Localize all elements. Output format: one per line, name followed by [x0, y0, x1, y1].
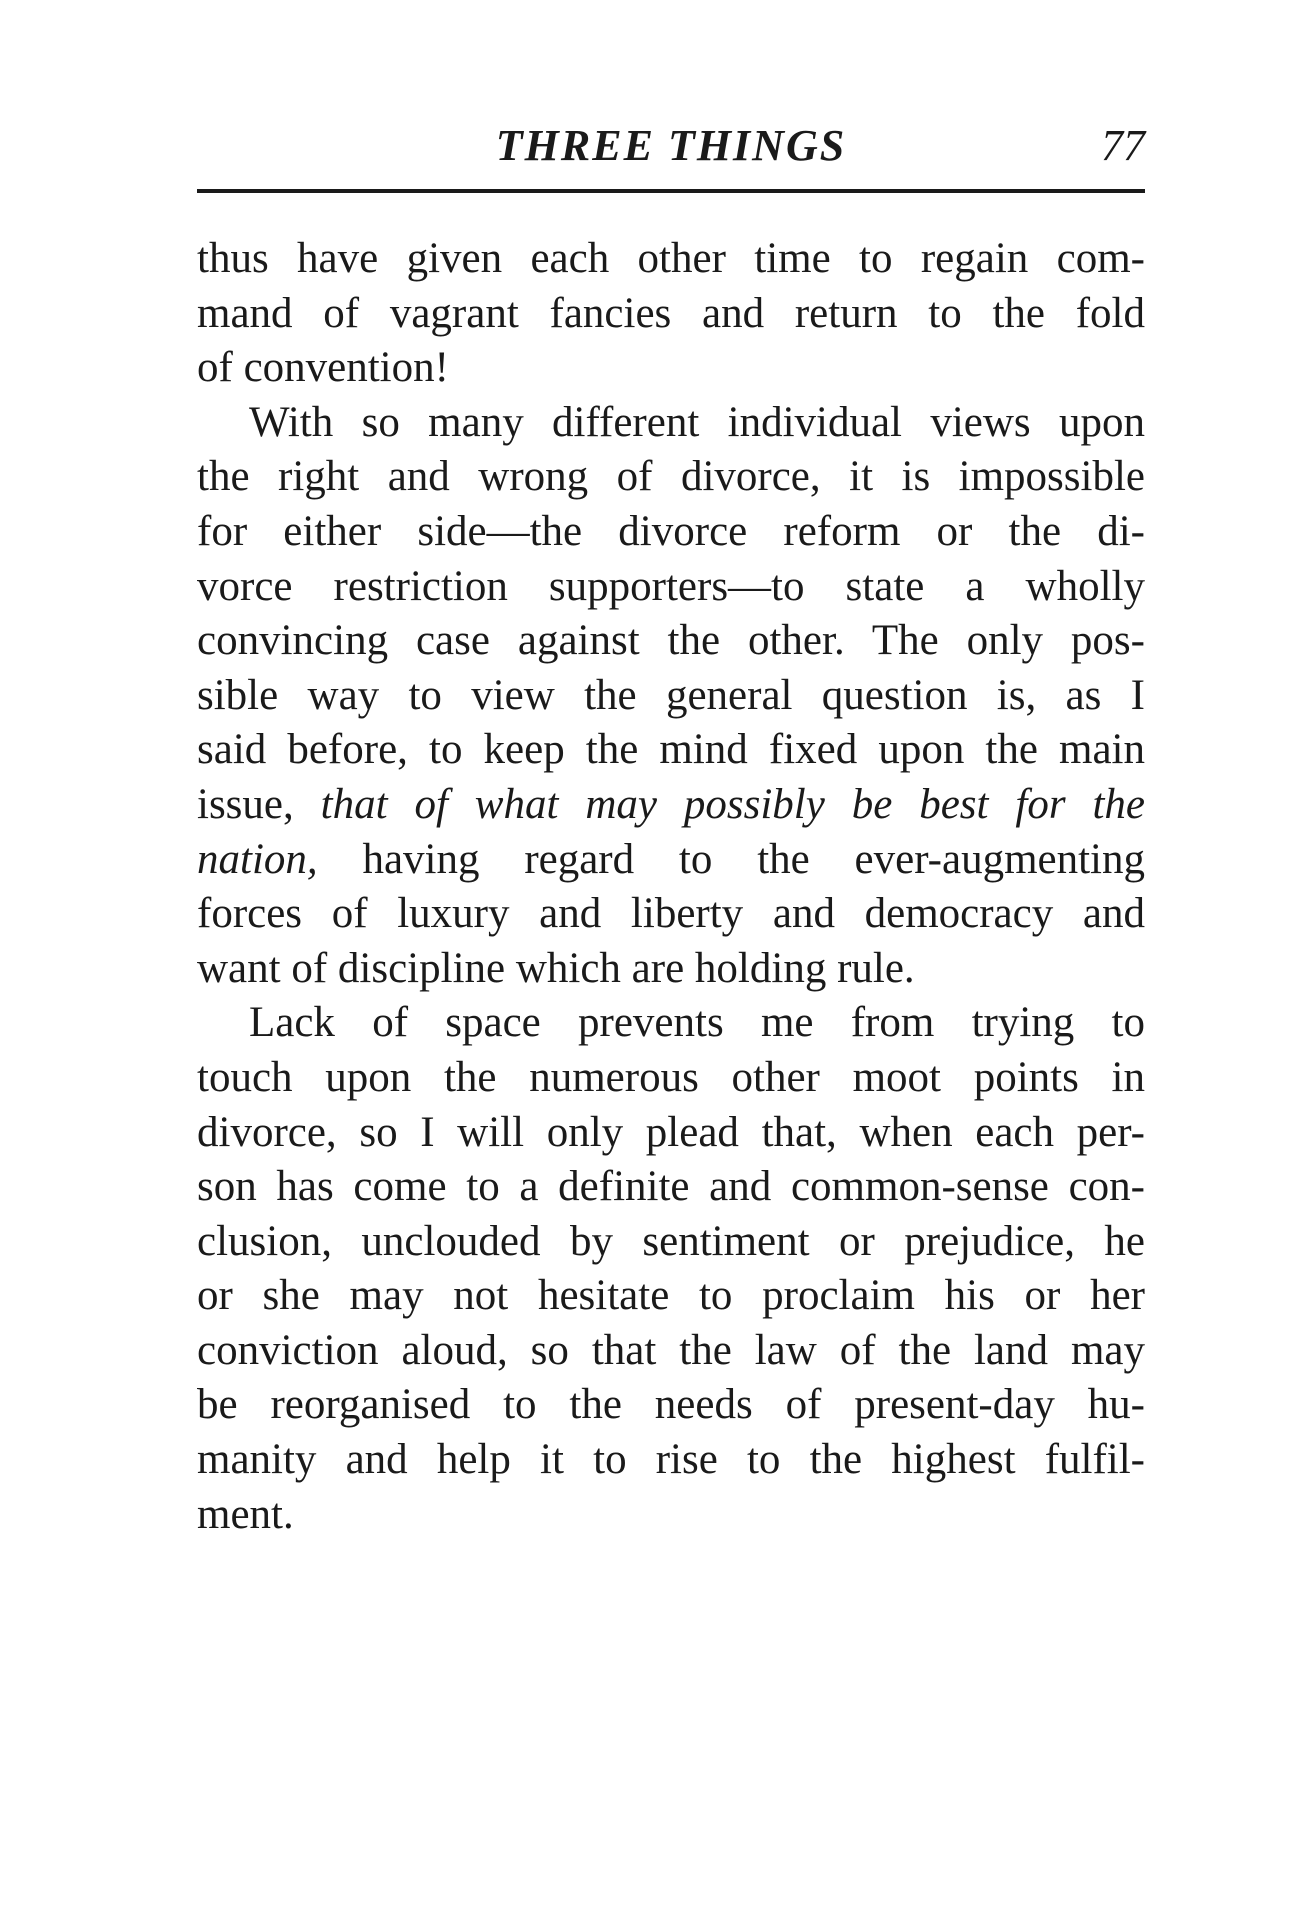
text-line: ment. — [197, 1490, 294, 1538]
text-line: vorce restriction supporters—to state a wholly — [197, 562, 1145, 610]
text-line: Lack of space prevents me from trying to — [249, 999, 1145, 1047]
italic-phrase: that of what may possibly be best for the — [320, 780, 1145, 828]
page-number: 77 — [1101, 121, 1145, 170]
text-run: having regard to the ever-augmenting — [317, 835, 1145, 883]
text-line: be reorganised to the needs of present-day hu- — [197, 1381, 1145, 1429]
text-line: With so many different individual views upon — [249, 398, 1145, 446]
text-line: or she may not hesitate to proclaim his or her — [197, 1272, 1145, 1320]
header-rule — [197, 189, 1145, 193]
text-line: manity and help it to rise to the highest fulfil- — [197, 1436, 1145, 1484]
text-line: son has come to a definite and common-sense con- — [197, 1163, 1145, 1211]
text-line: convincing case against the other. The only pos- — [197, 617, 1145, 665]
text-line: said before, to keep the mind fixed upon the main — [197, 726, 1145, 774]
italic-phrase: nation, — [197, 835, 318, 883]
text-line — [197, 778, 1145, 833]
text-line: mand of vagrant fancies and return to the fold — [197, 289, 1145, 337]
text-line: want of discipline which are holding rule. — [197, 944, 915, 992]
text-line: for either side—the divorce reform or the di- — [197, 507, 1145, 555]
text-line: divorce, so I will only plead that, when each per- — [197, 1108, 1145, 1156]
running-title: THREE THINGS — [495, 121, 847, 170]
body-text — [197, 232, 1145, 1542]
text-line: clusion, unclouded by sentiment or prejudice, he — [197, 1217, 1145, 1265]
text-line: thus have given each other time to regain com- — [197, 235, 1145, 282]
text-line: the right and wrong of divorce, it is impossible — [197, 453, 1145, 501]
text-line: sible way to view the general question is, as I — [197, 671, 1145, 719]
paragraph-3 — [197, 996, 1145, 1542]
text-run: issue, — [197, 780, 321, 828]
paragraph-1 — [197, 232, 1145, 396]
text-line: of convention! — [197, 344, 449, 392]
running-head — [197, 118, 1145, 178]
text-line: touch upon the numerous other moot points in — [197, 1053, 1145, 1101]
paragraph-2 — [197, 396, 1145, 997]
text-line — [197, 833, 1145, 888]
text-line: conviction aloud, so that the law of the land may — [197, 1326, 1145, 1374]
text-line: forces of luxury and liberty and democracy and — [197, 890, 1145, 938]
